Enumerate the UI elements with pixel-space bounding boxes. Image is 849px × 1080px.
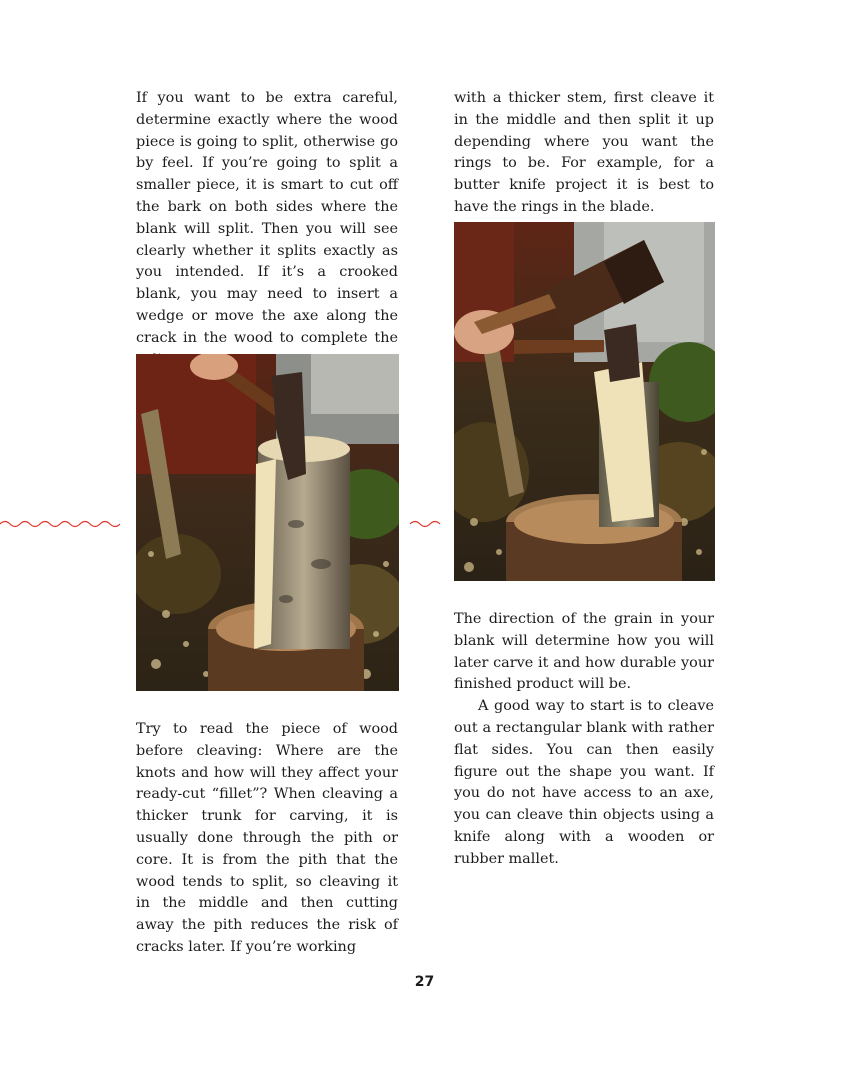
right-column-bottom-paragraphs	[454, 609, 714, 871]
left-column-top-paragraph	[136, 88, 398, 371]
paragraph-text: A good way to start is to cleave out a rectangular blank with rather flat sides. You can then easily figure out the shape you want. If you do not have access to an axe, you can cleave thin objects using a knife along with a wooden or rubber mallet.	[454, 698, 714, 867]
squiggle-ornament	[0, 518, 120, 530]
right-column-top-paragraph	[454, 88, 714, 219]
paragraph-text: Try to read the piece of wood before cleaving: Where are the knots and how will they affect your ready-cut “fillet”? When cleaving a thicker trunk for carving, it is usually done through the pith or core. It is from the pith that the wood tends to split, so cleaving it in the middle and then cutting away the pith reduces the risk of cracks later. If you’re working	[136, 721, 398, 955]
photo-mallet-striking-axe	[454, 222, 715, 581]
paragraph-text: If you want to be extra careful, determine exactly where the wood piece is going to split, otherwise go by feel. If you’re going to split a smaller piece, it is smart to cut off the bark on both sides where the blank will split. Then you will see clearly whether it splits exactly as you intended. If it’s a crooked blank, you may need to insert a wedge or move the axe along the crack in the wood to complete the	[136, 90, 398, 346]
photo-axe-splitting-log	[136, 354, 399, 691]
paragraph-text: The direction of the grain in your blank will determine how you will later carve it and how durable your finished product will be.	[454, 611, 714, 693]
paragraph-text: with a thicker stem, first cleave it in the middle and then split it up depending where you want the rings to be. For example, for a butter knife project it is best to have the rings in the blade.	[454, 90, 714, 215]
page-number: 27	[414, 974, 435, 990]
left-column-bottom-paragraph	[136, 719, 398, 959]
squiggle-ornament	[410, 518, 442, 530]
